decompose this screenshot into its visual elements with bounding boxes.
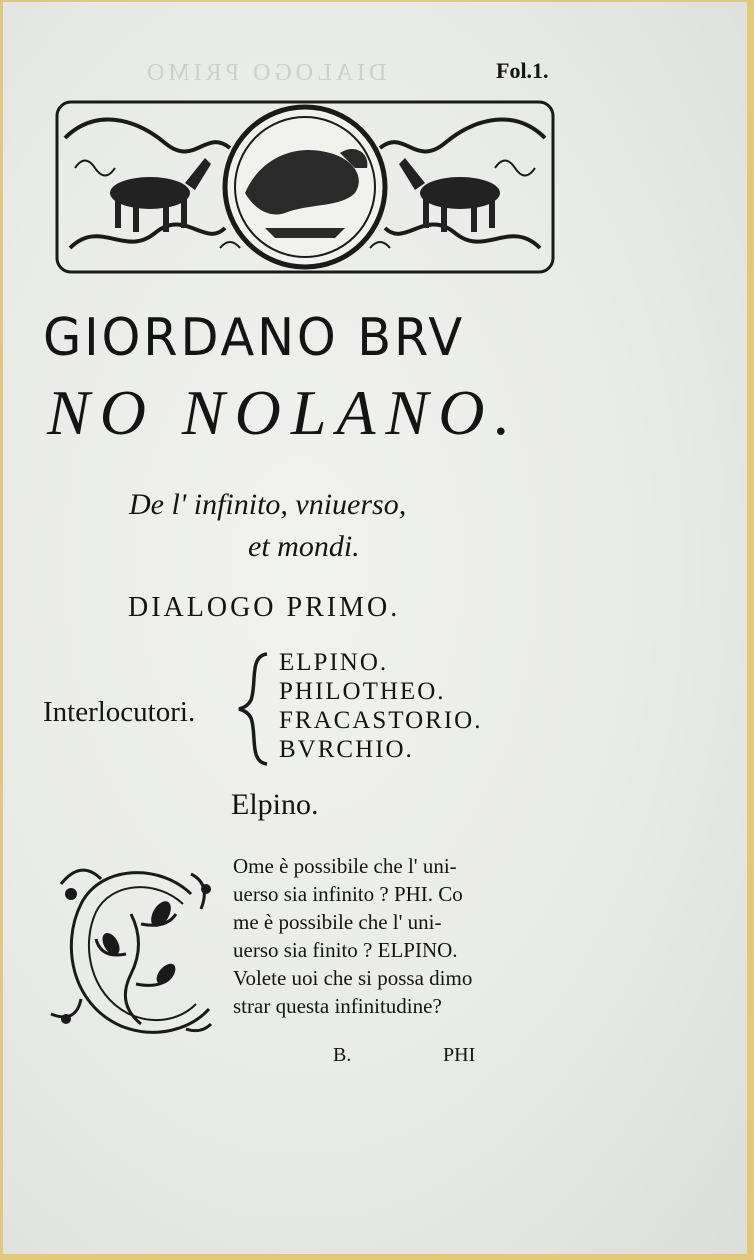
text-line: strar questa infinitudine?: [233, 994, 442, 1018]
text-line: uerso sia infinito ? PHI. Co: [233, 882, 463, 906]
text-line: Ome è possibile che l' uni-: [233, 854, 457, 878]
signature-mark: B.: [333, 1044, 352, 1066]
speaker-heading: Elpino.: [231, 788, 319, 821]
catchword: PHI: [443, 1044, 476, 1066]
ghost-header-bleedthrough: DIALOGO PRIMO: [143, 60, 387, 86]
subtitle-line-2: et mondi.: [248, 530, 360, 563]
woodcut-headpiece-ornament: [55, 98, 555, 276]
speaker-list: [279, 648, 482, 764]
text-line: uerso sia finito ? ELPINO.: [233, 938, 458, 962]
folio-number: Fol.1.: [496, 58, 549, 83]
speaker-item: PHILOTHEO.: [279, 678, 446, 705]
curly-brace-icon: [235, 650, 275, 768]
decorated-initial-c-icon: [41, 854, 225, 1040]
book-page: [3, 2, 747, 1254]
text-line: me è possibile che l' uni-: [233, 910, 442, 934]
speaker-item: BVRCHIO.: [279, 736, 414, 763]
speaker-item: FRACASTORIO.: [279, 707, 483, 734]
dialogue-heading: DIALOGO PRIMO.: [128, 592, 401, 623]
title-line-2: NO NOLANO.: [47, 377, 521, 448]
subtitle-line-1: De l' infinito, vniuerso,: [129, 488, 407, 521]
interlocutors-label: Interlocutori.: [43, 696, 196, 728]
dialogue-text: [233, 852, 545, 1020]
text-line: Volete uoi che si possa dimo: [233, 966, 473, 990]
speaker-item: ELPINO.: [279, 649, 389, 676]
title-line-1: GIORDANO BRV: [43, 308, 466, 368]
